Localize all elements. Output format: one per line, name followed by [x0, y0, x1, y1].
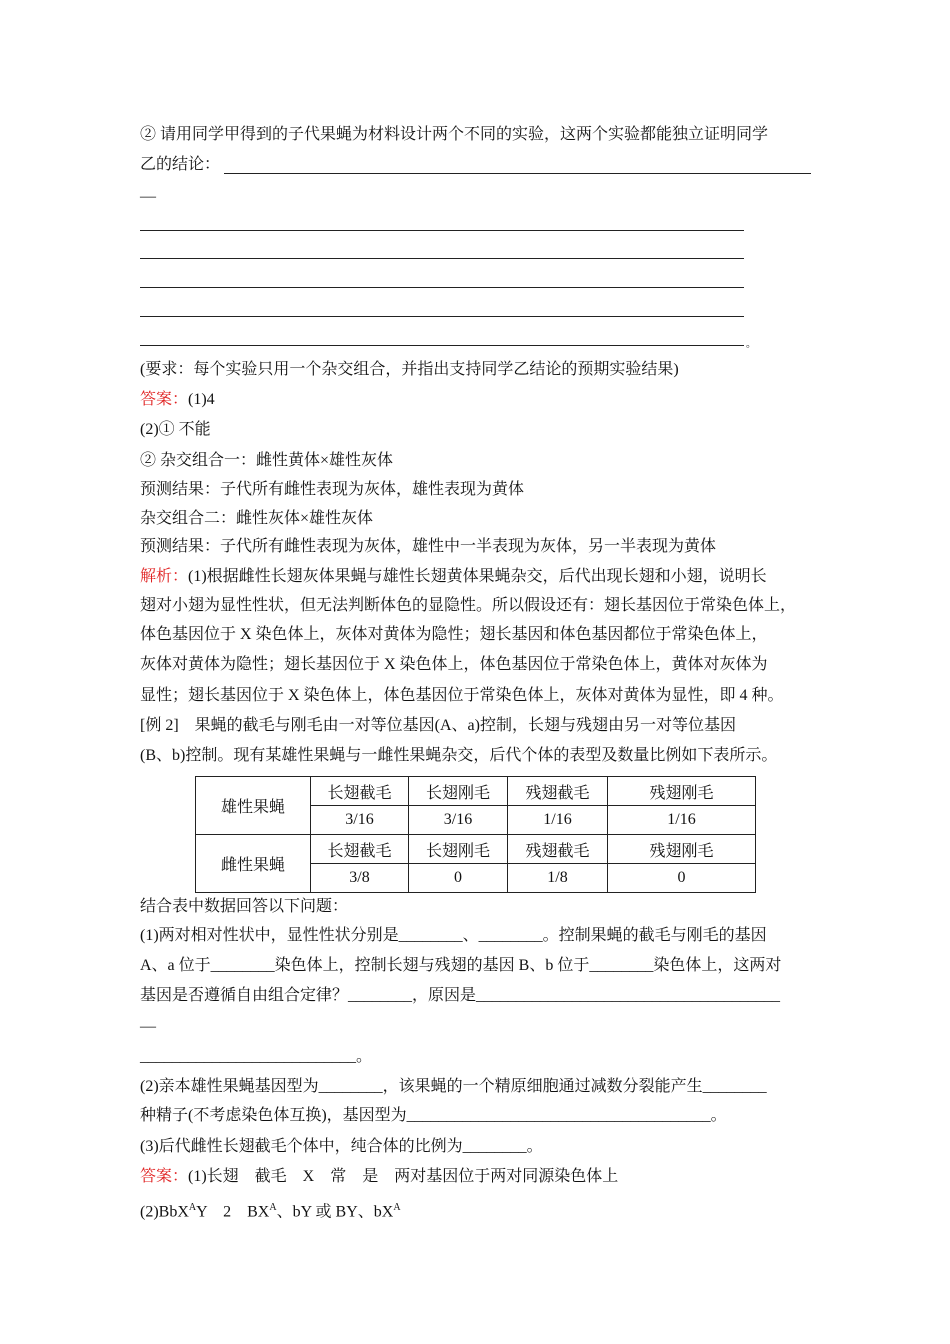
analysis-text: 显性；翅长基因位于 X 染色体上，体色基因位于常染色体上，灰体对黄体为显性，即 4 种。 — [140, 687, 784, 704]
table-cell: 1/16 — [508, 806, 608, 835]
question-text: ② 请用同学甲得到的子代果蝇为材料设计两个不同的实验，这两个实验都能独立证明同学 — [140, 126, 769, 143]
answer-blank — [140, 287, 744, 288]
answer-text: (1)4 — [188, 391, 215, 408]
example-text: (B、b)控制。现有某雄性果蝇与一雌性果蝇杂交，后代个体的表型及数量比例如下表所示。 — [140, 747, 778, 764]
answer-text — [140, 1198, 401, 1222]
table-header: 残翅截毛 — [508, 835, 608, 864]
answer-text: 预测结果：子代所有雌性表现为灰体，雄性表现为黄体 — [140, 481, 525, 498]
analysis-text: 翅对小翅为显性性状，但无法判断体色的显隐性。所以假设还有：翅长基因位于常染色体上， — [140, 597, 797, 614]
question-text: — — [140, 1018, 156, 1035]
table-header: 残翅截毛 — [508, 777, 608, 806]
row-label: 雄性果蝇 — [196, 777, 311, 835]
question-text: 结合表中数据回答以下问题： — [140, 898, 349, 915]
answer-line — [140, 1167, 618, 1187]
analysis-line — [140, 567, 767, 587]
answer-text: (2)① 不能 — [140, 421, 211, 438]
analysis-text: (1)根据雌性长翅灰体果蝇与雄性长翅黄体果蝇杂交，后代出现长翅和小翅，说明长 — [188, 568, 767, 585]
answer-text: ② 杂交组合一：雌性黄体×雄性灰体 — [140, 452, 394, 469]
table-cell: 1/8 — [508, 864, 608, 893]
answer-blank — [140, 258, 744, 259]
answer-blank — [140, 316, 744, 317]
table-cell: 1/16 — [608, 806, 756, 835]
question-text: 种精子(不考虑染色体互换)，基因型为______________________________________。 — [140, 1107, 727, 1124]
superscript: A — [269, 1202, 277, 1213]
period: 。 — [746, 339, 756, 350]
question-text: ___________________________。 — [140, 1048, 373, 1065]
table-cell: 3/16 — [311, 806, 409, 835]
answer-text: (1)长翅 截毛 X 常 是 两对基因位于两对同源染色体上 — [188, 1168, 619, 1185]
answer-line — [140, 390, 215, 410]
answer-blank: — — [140, 188, 156, 205]
answer-label: 答案： — [140, 1168, 189, 1185]
table-header: 残翅刚毛 — [608, 835, 756, 864]
table-header: 长翅刚毛 — [409, 777, 508, 806]
answer-blank — [140, 230, 744, 231]
analysis-label: 解析： — [140, 568, 189, 585]
table-cell: 3/16 — [409, 806, 508, 835]
table-header: 残翅刚毛 — [608, 777, 756, 806]
superscript: A — [393, 1202, 401, 1213]
requirement-note: (要求：每个实验只用一个杂交组合，并指出支持同学乙结论的预期实验结果) — [140, 361, 679, 378]
answer-text: 预测结果：子代所有雌性表现为灰体，雄性中一半表现为灰体，另一半表现为黄体 — [140, 538, 717, 555]
answer-blank — [224, 173, 811, 174]
answer-blank — [140, 345, 744, 346]
phenotype-table — [195, 776, 756, 893]
question-text: (1)两对相对性状中，显性性状分别是________、________。控制果蝇的截毛与刚毛的基因 — [140, 927, 767, 944]
example-text: [例 2] 果蝇的截毛与刚毛由一对等位基因(A、a)控制，长翅与残翅由另一对等位基因 — [140, 717, 736, 734]
question-text: (3)后代雌性长翅截毛个体中，纯合体的比例为________。 — [140, 1138, 543, 1155]
table-cell: 3/8 — [311, 864, 409, 893]
table-header: 长翅截毛 — [311, 777, 409, 806]
question-text: A、a 位于________染色体上，控制长翅与残翅的基因 B、b 位于________染色体上，这两对 — [140, 957, 782, 974]
question-text: 基因是否遵循自由组合定律？________，原因是______________________________________ — [140, 987, 781, 1004]
table-header: 长翅刚毛 — [409, 835, 508, 864]
answer-part: 、bY 或 BY、bX — [276, 1203, 394, 1221]
analysis-text: 体色基因位于 X 染色体上，灰体对黄体为隐性；翅长基因和体色基因都位于常染色体上， — [140, 626, 768, 643]
table-header: 长翅截毛 — [311, 835, 409, 864]
question-text: (2)亲本雄性果蝇基因型为________，该果蝇的一个精原细胞通过减数分裂能产生________ — [140, 1078, 767, 1095]
answer-text: 杂交组合二：雌性灰体×雄性灰体 — [140, 510, 374, 527]
superscript: A — [188, 1202, 197, 1213]
table-cell: 0 — [608, 864, 756, 893]
answer-part: Y 2 BX — [196, 1203, 270, 1221]
answer-part: (2)BbX — [140, 1203, 189, 1221]
row-label: 雌性果蝇 — [196, 835, 311, 893]
question-text: 乙的结论： — [140, 156, 221, 173]
answer-label: 答案： — [140, 391, 189, 408]
table-cell: 0 — [409, 864, 508, 893]
analysis-text: 灰体对黄体为隐性；翅长基因位于 X 染色体上，体色基因位于常染色体上，黄体对灰体为 — [140, 656, 768, 673]
